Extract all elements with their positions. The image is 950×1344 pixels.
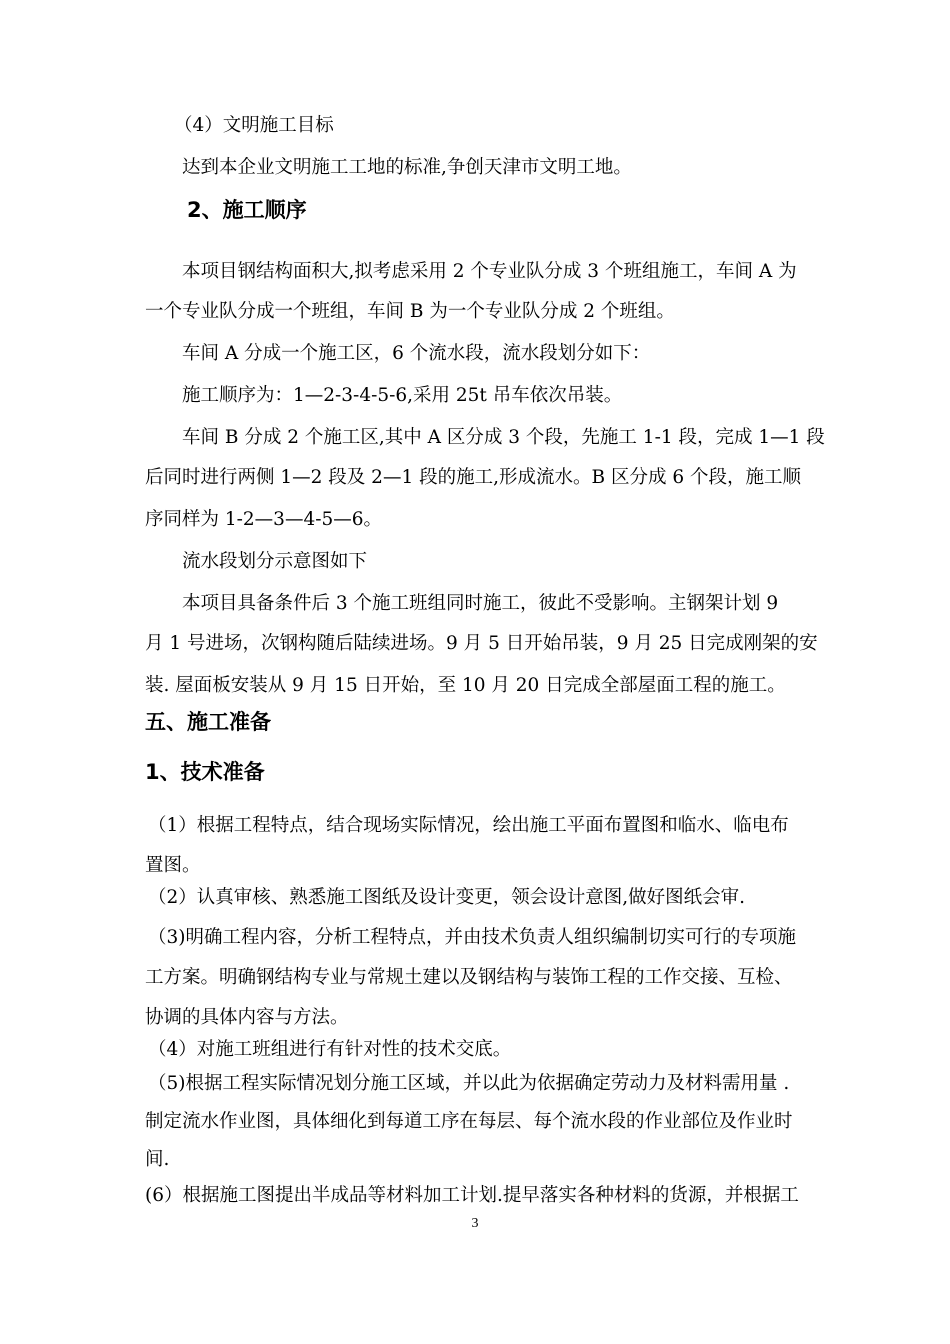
paragraph: 月 1 号进场，次钢构随后陆续进场。9 月 5 日开始吊装，9 月 25 日完成刚架的安 xyxy=(145,633,818,654)
paragraph: 序同样为 1-2—3—4-5—6。 xyxy=(145,509,383,530)
paragraph: 达到本企业文明施工工地的标准,争创天津市文明工地。 xyxy=(182,157,632,178)
paragraph: 施工顺序为：1—2-3-4-5-6,采用 25t 吊车依次吊装。 xyxy=(182,385,623,406)
paragraph: 本项目钢结构面积大,拟考虑采用 2 个专业队分成 3 个班组施工，车间 A 为 xyxy=(182,261,797,282)
paragraph: 间. xyxy=(145,1149,170,1170)
paragraph: 车间 B 分成 2 个施工区,其中 A 区分成 3 个段，先施工 1-1 段，完成 1—1 段 xyxy=(182,427,825,448)
paragraph: 制定流水作业图，具体细化到每道工序在每层、每个流水段的作业部位及作业时 xyxy=(145,1111,793,1132)
paragraph: 流水段划分示意图如下 xyxy=(182,551,368,572)
paragraph: （1）根据工程特点，结合现场实际情况，绘出施工平面布置图和临水、临电布 xyxy=(148,815,789,836)
paragraph: （3)明确工程内容，分析工程特点，并由技术负责人组织编制切实可行的专项施 xyxy=(148,927,796,948)
paragraph: 本项目具备条件后 3 个施工班组同时施工，彼此不受影响。主钢架计划 9 xyxy=(182,593,779,614)
item-heading-4: （4）文明施工目标 xyxy=(174,115,334,136)
paragraph: （2）认真审核、熟悉施工图纸及设计变更，领会设计意图,做好图纸会审. xyxy=(148,887,746,908)
paragraph: （5)根据工程实际情况划分施工区域，并以此为依据确定劳动力及材料需用量 . xyxy=(148,1073,790,1094)
page-number: 3 xyxy=(471,1216,479,1231)
chapter-heading-construction-preparation: 五、施工准备 xyxy=(145,710,271,734)
paragraph: （4）对施工班组进行有针对性的技术交底。 xyxy=(148,1039,512,1060)
section-heading-technical-preparation: 1、技术准备 xyxy=(145,760,265,784)
paragraph: 一个专业队分成一个班组，车间 B 为一个专业队分成 2 个班组。 xyxy=(145,301,675,322)
paragraph: 装. 屋面板安装从 9 月 15 日开始，至 10 月 20 日完成全部屋面工程的施工。 xyxy=(145,675,786,696)
paragraph: 工方案。明确钢结构专业与常规土建以及钢结构与装饰工程的工作交接、互检、 xyxy=(145,967,793,988)
paragraph: 协调的具体内容与方法。 xyxy=(145,1007,349,1028)
paragraph: 车间 A 分成一个施工区，6 个流水段，流水段划分如下： xyxy=(182,343,651,364)
paragraph: 置图。 xyxy=(145,855,201,876)
paragraph: (6）根据施工图提出半成品等材料加工计划.提早落实各种材料的货源，并根据工 xyxy=(145,1185,799,1206)
section-heading-construction-sequence: 2、施工顺序 xyxy=(187,198,307,222)
paragraph: 后同时进行两侧 1—2 段及 2—1 段的施工,形成流水。B 区分成 6 个段，施工顺 xyxy=(145,467,801,488)
